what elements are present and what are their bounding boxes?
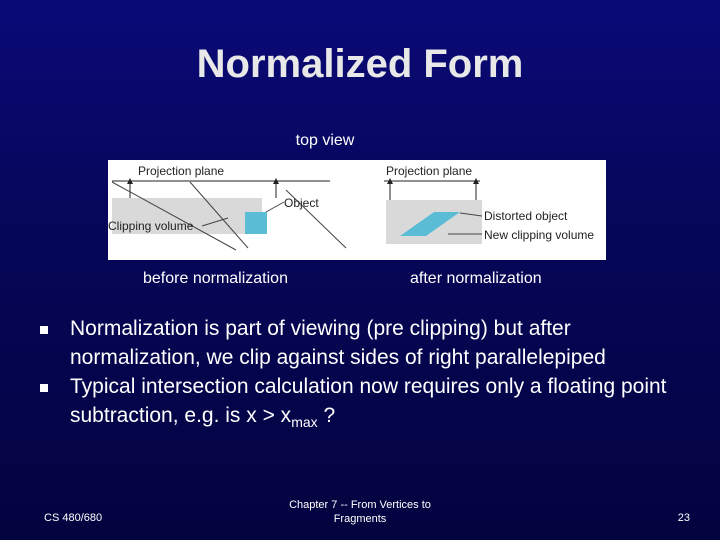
footer-course: CS 480/680 — [44, 512, 103, 524]
bullet-item — [40, 372, 680, 437]
bullet-square-icon — [40, 326, 48, 334]
right-projection-plane-label: Projection plane — [386, 164, 473, 178]
footer-chapter — [260, 498, 460, 526]
right-distorted-object-label: Distorted object — [484, 209, 568, 223]
normalization-figure — [108, 160, 606, 260]
bullet-square-icon — [40, 384, 48, 392]
left-panel — [108, 164, 346, 250]
caption-after-normalization: after normalization — [410, 270, 542, 287]
figure-heading: top view — [295, 132, 355, 149]
footer-page-number: 23 — [677, 512, 690, 524]
left-object — [245, 212, 267, 234]
bullet-item — [40, 314, 680, 372]
bullet-text: Normalization is part of viewing (pre clipping) but after normalization, we clip against sides of right parallelepiped — [70, 317, 606, 369]
left-object-leader — [266, 202, 284, 212]
footer-chapter-line-1: Chapter 7 -- From Vertices to — [289, 499, 431, 511]
caption-before-normalization: before normalization — [143, 270, 288, 287]
bullet-subscript: max — [291, 414, 318, 431]
bullet-text: Typical intersection calculation now requires only a floating point subtraction, e.g. is x > x — [70, 375, 667, 427]
left-clipping-volume-label: Clipping volume — [108, 219, 194, 233]
right-new-clipping-volume-label: New clipping volume — [484, 228, 595, 242]
right-panel — [384, 164, 594, 244]
slide-title: Normalized Form — [196, 42, 524, 86]
bullet-list — [40, 314, 680, 437]
footer-chapter-line-2: Fragments — [333, 513, 387, 525]
normalization-diagram — [108, 160, 606, 260]
left-object-label: Object — [284, 196, 319, 210]
left-projection-plane-label: Projection plane — [138, 164, 225, 178]
bullet-text-end: ? — [317, 404, 336, 427]
